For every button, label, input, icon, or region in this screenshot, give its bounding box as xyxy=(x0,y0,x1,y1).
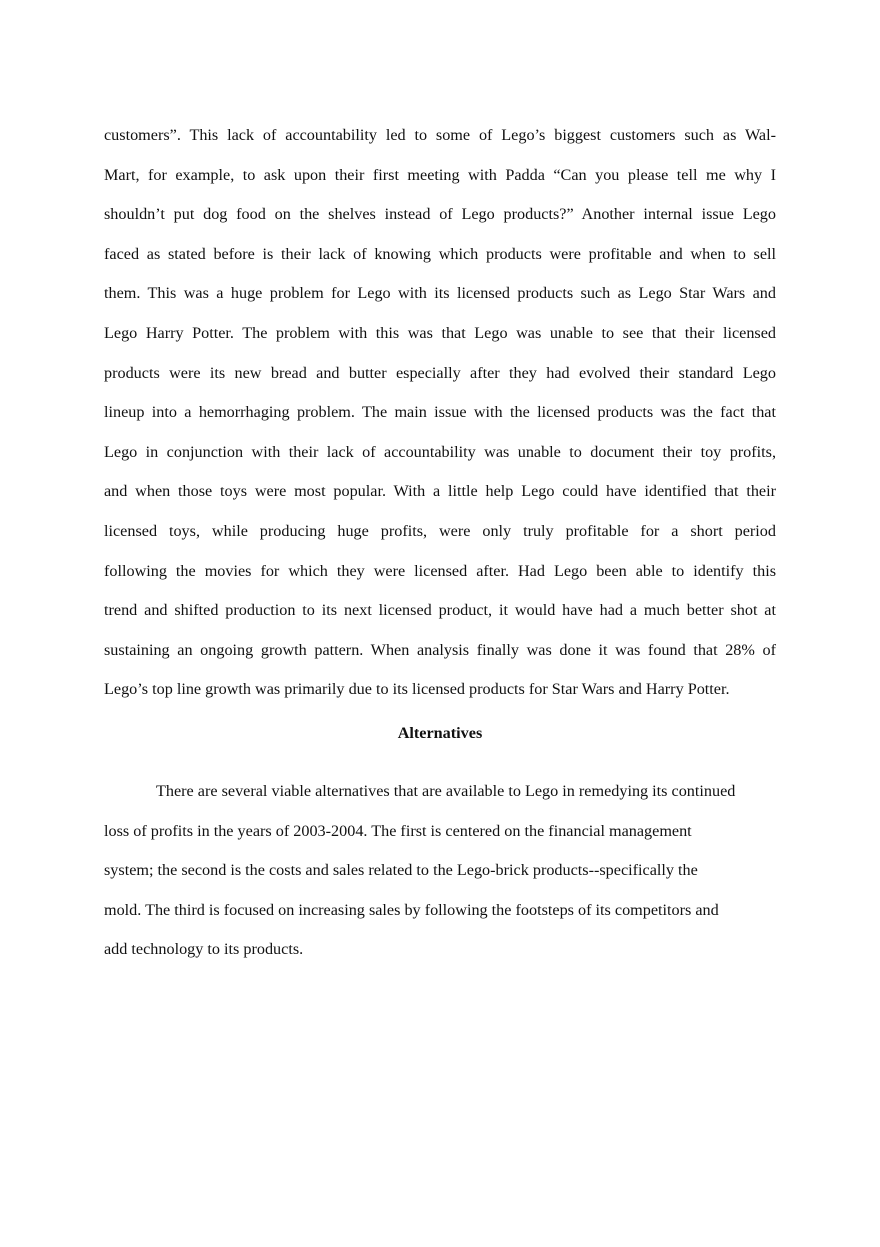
section-heading: Alternatives xyxy=(397,724,483,742)
text-line: sustaining an ongoing growth pattern. When analysis finally was done it was found that 28% of xyxy=(104,640,776,659)
text-line: customers”. This lack of accountability led to some of Lego’s biggest customers such as Wal- xyxy=(104,126,776,144)
text-line: mold. The third is focused on increasing sales by following the footsteps of its competitors and xyxy=(104,900,719,919)
text-line: Lego’s top line growth was primarily due to its licensed products for Star Wars and Harry Potter. xyxy=(104,680,730,699)
text-line: following the movies for which they were licensed after. Had Lego been able to identify this xyxy=(104,561,776,580)
text-line: faced as stated before is their lack of knowing which products were profitable and when to sell xyxy=(104,244,776,263)
text-line: and when those toys were most popular. With a little help Lego could have identified that their xyxy=(104,482,776,501)
text-line: them. This was a huge problem for Lego with its licensed products such as Lego Star Wars and xyxy=(104,284,776,303)
text-line: There are several viable alternatives that are available to Lego in remedying its continued xyxy=(156,782,736,800)
text-line: system; the second is the costs and sales related to the Lego-brick products--specifically the xyxy=(104,861,698,880)
text-line: Mart, for example, to ask upon their first meeting with Padda “Can you please tell me why I xyxy=(104,165,776,184)
text-line: loss of profits in the years of 2003-2004. The first is centered on the financial management xyxy=(104,821,692,840)
text-line: Lego Harry Potter. The problem with this was that Lego was unable to see that their licensed xyxy=(104,323,776,342)
text-line: Lego in conjunction with their lack of accountability was unable to document their toy profits, xyxy=(104,442,776,461)
body-paragraph-2 xyxy=(104,772,776,970)
text-line: licensed toys, while producing huge profits, were only truly profitable for a short period xyxy=(104,521,776,540)
text-line: products were its new bread and butter especially after they had evolved their standard Lego xyxy=(104,363,776,382)
text-line: trend and shifted production to its next licensed product, it would have had a much better shot at xyxy=(104,601,776,620)
text-line: add technology to its products. xyxy=(104,940,304,959)
text-line: lineup into a hemorrhaging problem. The main issue with the licensed products was the fact that xyxy=(104,403,776,422)
body-paragraph-1 xyxy=(104,116,776,710)
text-line: shouldn’t put dog food on the shelves instead of Lego products?” Another internal issue Lego xyxy=(104,205,776,224)
